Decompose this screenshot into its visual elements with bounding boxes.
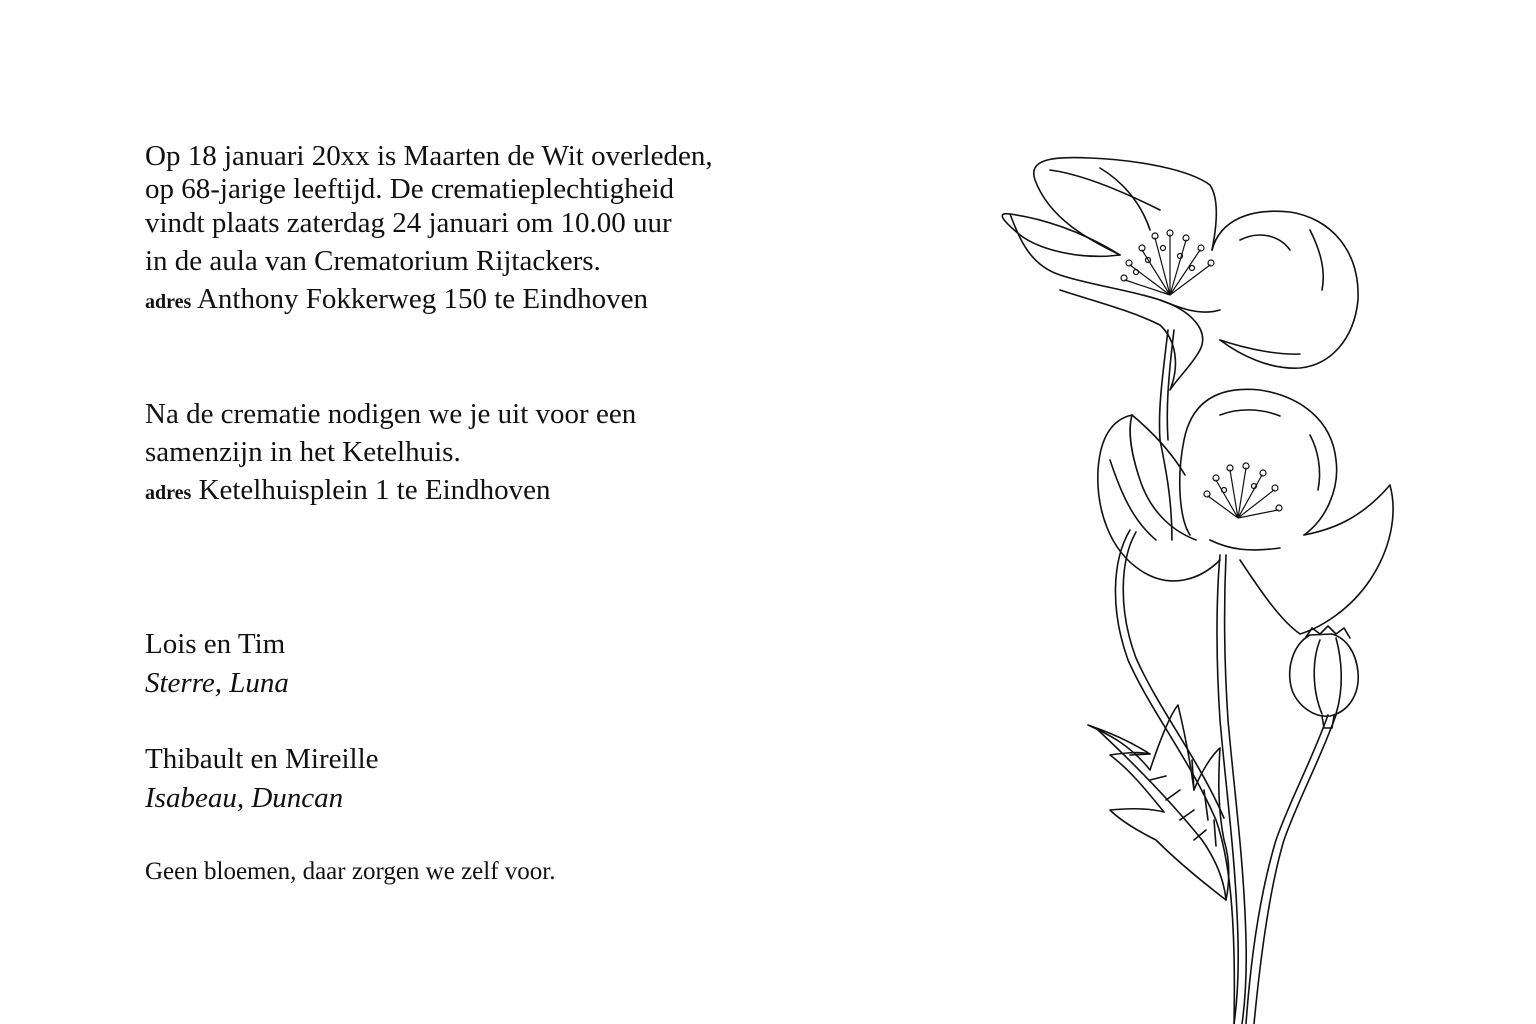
- family-1-parents: Lois en Tim: [145, 628, 286, 660]
- gathering-address-value: Ketelhuisplein 1 te Eindhoven: [198, 474, 551, 506]
- gathering-line-2: samenzijn in het Ketelhuis.: [145, 436, 461, 468]
- closing-note: Geen bloemen, daar zorgen we zelf voor.: [145, 858, 556, 885]
- ceremony-address-value: Anthony Fokkerweg 150 te Eindhoven: [196, 283, 649, 315]
- poppy-flowers-illustration: [980, 140, 1430, 1024]
- ceremony-address-label: adres: [145, 291, 192, 313]
- announcement-line-3: vindt plaats zaterdag 24 januari om 10.00 uur: [145, 207, 672, 239]
- family-2-parents: Thibault en Mireille: [145, 743, 379, 775]
- family-2-children: Isabeau, Duncan: [145, 782, 344, 814]
- announcement-line-1: Op 18 januari 20xx is Maarten de Wit overleden,: [145, 140, 713, 172]
- ceremony-address: [145, 282, 648, 319]
- announcement-line-2: op 68-jarige leeftijd. De crematieplechtigheid: [145, 173, 675, 205]
- announcement-line-4: in de aula van Crematorium Rijtackers.: [145, 245, 601, 277]
- family-1-children: Sterre, Luna: [145, 667, 289, 699]
- gathering-address-label: adres: [145, 482, 192, 504]
- gathering-line-1: Na de crematie nodigen we je uit voor een: [145, 398, 637, 430]
- gathering-address: [145, 473, 551, 510]
